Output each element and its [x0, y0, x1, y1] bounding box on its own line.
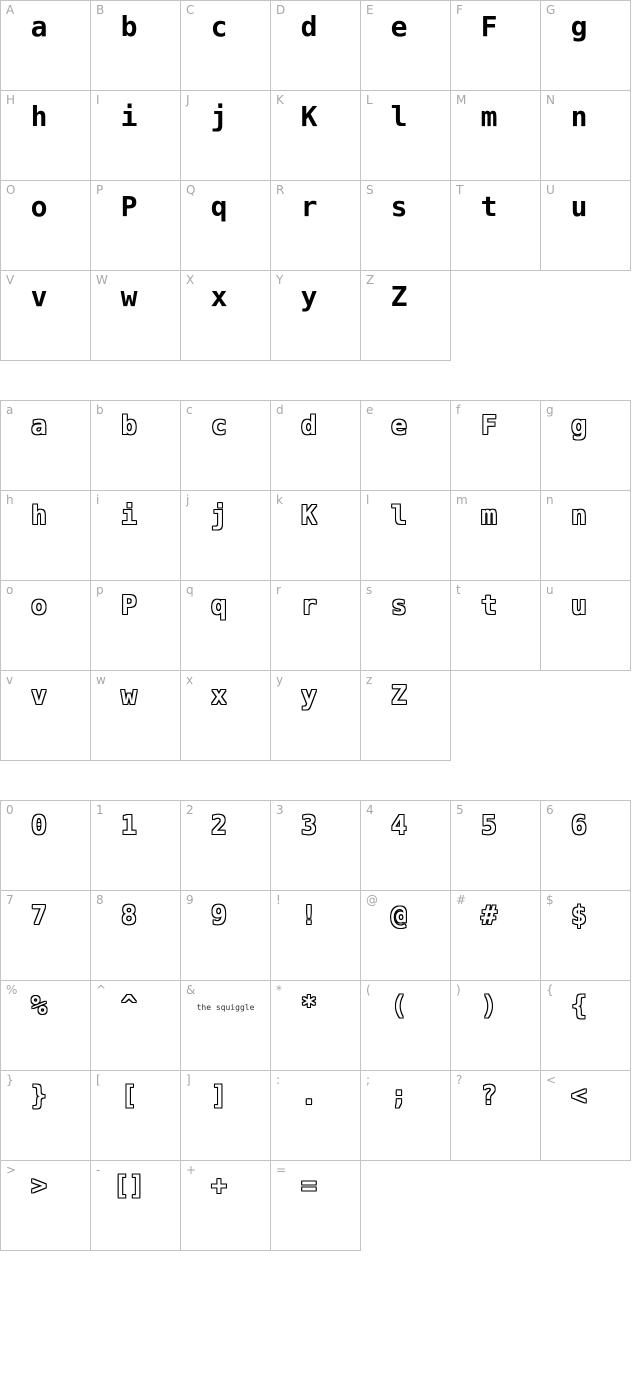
glyph-cell [540, 180, 631, 271]
glyph-cell [450, 180, 541, 271]
glyph-key-label: } [6, 1073, 14, 1087]
glyph-sample: F [481, 411, 497, 441]
glyph-sample: P [121, 591, 137, 621]
glyph-key-label: t [456, 583, 461, 597]
glyph-sample: h [31, 501, 47, 531]
glyph-key-label: e [366, 403, 374, 417]
glyph-key-label: l [366, 493, 370, 507]
glyph-sample: 6 [571, 811, 587, 841]
glyph-key-label: ; [366, 1073, 371, 1087]
glyph-key-label: B [96, 3, 105, 17]
glyph-key-label: g [546, 403, 554, 417]
glyph-sample: the squiggle [196, 1003, 255, 1012]
glyph-cell [90, 670, 181, 761]
glyph-key-label: w [96, 673, 106, 687]
glyph-sample: e [390, 10, 408, 43]
glyph-cell [90, 270, 181, 361]
glyph-cell [540, 1070, 631, 1161]
glyph-cell [270, 800, 361, 891]
glyph-key-label: ( [366, 983, 371, 997]
glyph-sample: o [31, 591, 47, 621]
glyph-sample: % [31, 991, 47, 1021]
glyph-cell [90, 90, 181, 181]
glyph-sample: e [391, 411, 407, 441]
glyph-cell [90, 1070, 181, 1161]
glyph-key-label: 6 [546, 803, 554, 817]
glyph-sample: h [30, 100, 48, 133]
glyph-cell [360, 400, 451, 491]
glyph-key-label: o [6, 583, 14, 597]
glyph-key-label: S [366, 183, 374, 197]
glyph-cell [360, 1070, 451, 1161]
glyph-cell [450, 890, 541, 981]
glyph-sample: s [391, 591, 407, 621]
glyph-key-label: [ [96, 1073, 101, 1087]
glyph-cell [450, 1070, 541, 1161]
glyph-key-label: F [456, 3, 463, 17]
glyph-key-label: L [366, 93, 373, 107]
glyph-cell [0, 670, 91, 761]
glyph-sample: 9 [211, 901, 227, 931]
glyph-key-label: X [186, 273, 195, 287]
glyph-cell [90, 580, 181, 671]
glyph-cell [270, 1160, 361, 1251]
glyph-key-label: ) [456, 983, 461, 997]
glyph-key-label: p [96, 583, 104, 597]
glyph-cell [0, 980, 91, 1071]
glyph-sample: . [301, 1081, 317, 1111]
glyph-key-label: s [366, 583, 373, 597]
glyph-sample: u [570, 190, 588, 223]
glyph-cell [90, 180, 181, 271]
glyph-cell [0, 270, 91, 361]
glyph-cell [0, 1160, 91, 1251]
glyph-key-label: 1 [96, 803, 104, 817]
glyph-cell [180, 1070, 271, 1161]
glyph-sample: v [31, 681, 47, 711]
glyph-cell [540, 400, 631, 491]
glyph-key-label: Y [276, 273, 284, 287]
glyph-cell [450, 0, 541, 91]
glyph-sample: < [571, 1081, 587, 1111]
glyph-cell [90, 1160, 181, 1251]
glyph-key-label: 9 [186, 893, 194, 907]
glyph-key-label: ? [456, 1073, 463, 1087]
glyph-sample: c [210, 10, 228, 43]
glyph-sample: d [300, 10, 318, 43]
glyph-cell [0, 580, 91, 671]
glyph-key-label: = [276, 1163, 287, 1177]
glyph-key-label: u [546, 583, 554, 597]
glyph-cell [540, 0, 631, 91]
glyph-cell [270, 490, 361, 581]
glyph-sample: r [301, 591, 317, 621]
glyph-cell [270, 1070, 361, 1161]
glyph-key-label: r [276, 583, 281, 597]
glyph-key-label: { [546, 983, 554, 997]
glyph-sample: m [480, 100, 498, 133]
glyph-key-label: 5 [456, 803, 464, 817]
glyph-cell [360, 90, 451, 181]
glyph-sample: y [300, 280, 318, 313]
glyph-cell [360, 270, 451, 361]
glyph-cell [540, 800, 631, 891]
glyph-key-label: R [276, 183, 285, 197]
glyph-sample: q [211, 591, 227, 621]
glyph-sample: m [481, 501, 497, 531]
glyph-sample: i [120, 100, 138, 133]
glyph-sample: v [30, 280, 48, 313]
glyph-sample: 0 [31, 811, 47, 841]
glyph-sample: j [211, 501, 227, 531]
glyph-sample: [] [113, 1171, 145, 1201]
glyph-cell [90, 0, 181, 91]
glyph-key-label: z [366, 673, 373, 687]
glyph-cell [360, 670, 451, 761]
glyph-key-label: 0 [6, 803, 14, 817]
glyph-sample: ] [211, 1081, 227, 1111]
glyph-cell [360, 490, 451, 581]
glyph-sample: x [211, 681, 227, 711]
glyph-key-label: m [456, 493, 468, 507]
glyph-key-label: - [96, 1163, 101, 1177]
glyph-key-label: K [276, 93, 284, 107]
glyph-key-label: * [276, 983, 282, 997]
glyph-key-label: V [6, 273, 15, 287]
glyph-key-label: ^ [96, 983, 107, 997]
glyph-sample: Z [390, 280, 408, 313]
glyph-cell [90, 490, 181, 581]
glyph-key-label: < [546, 1073, 557, 1087]
glyph-key-label: C [186, 3, 195, 17]
glyph-key-label: + [186, 1163, 197, 1177]
glyph-sample: i [121, 501, 137, 531]
glyph-cell [540, 90, 631, 181]
glyph-cell [450, 980, 541, 1071]
glyph-cell [0, 800, 91, 891]
glyph-key-label: n [546, 493, 554, 507]
glyph-sample: 4 [391, 811, 407, 841]
glyph-key-label: ! [276, 893, 281, 907]
glyph-cell [0, 490, 91, 581]
glyph-sample: n [570, 100, 588, 133]
glyph-sample: K [301, 501, 317, 531]
glyph-key-label: h [6, 493, 14, 507]
glyph-cell [90, 400, 181, 491]
glyph-cell [270, 270, 361, 361]
glyph-sample: g [571, 411, 587, 441]
glyph-cell [540, 890, 631, 981]
glyph-sample: 7 [31, 901, 47, 931]
glyph-cell [0, 0, 91, 91]
glyph-sample: = [301, 1171, 317, 1201]
glyph-sample: F [480, 10, 498, 43]
glyph-sample: P [120, 190, 138, 223]
glyph-key-label: > [6, 1163, 17, 1177]
glyph-sample: ? [481, 1081, 497, 1111]
glyph-key-label: H [6, 93, 16, 107]
glyph-sample: b [120, 10, 138, 43]
glyph-key-label: @ [366, 893, 378, 907]
glyph-cell [360, 980, 451, 1071]
glyph-cell [0, 180, 91, 271]
glyph-key-label: ] [186, 1073, 191, 1087]
glyph-key-label: a [6, 403, 14, 417]
glyph-key-label: O [6, 183, 16, 197]
glyph-sample: j [210, 100, 228, 133]
glyph-sample: Z [391, 681, 407, 711]
glyph-key-label: 4 [366, 803, 374, 817]
glyph-cell [0, 890, 91, 981]
glyph-sample: ! [301, 901, 317, 931]
glyph-sample: s [390, 190, 408, 223]
glyph-key-label: b [96, 403, 104, 417]
glyph-cell [180, 400, 271, 491]
glyph-sample: { [571, 991, 587, 1021]
glyph-cell [360, 180, 451, 271]
glyph-sample: # [481, 901, 497, 931]
glyph-key-label: 2 [186, 803, 194, 817]
glyph-sample: n [571, 501, 587, 531]
glyph-key-label: d [276, 403, 284, 417]
glyph-sample: > [31, 1171, 47, 1201]
glyph-key-label: P [96, 183, 104, 197]
glyph-cell [180, 0, 271, 91]
glyph-cell [450, 90, 541, 181]
glyph-cell [270, 0, 361, 91]
glyph-key-label: k [276, 493, 283, 507]
glyph-cell [360, 0, 451, 91]
glyph-sample: y [301, 681, 317, 711]
glyph-sample: u [571, 591, 587, 621]
glyph-cell [180, 270, 271, 361]
glyph-sample: q [210, 190, 228, 223]
glyph-sample: + [211, 1171, 227, 1201]
glyph-key-label: f [456, 403, 461, 417]
glyph-key-label: M [456, 93, 467, 107]
glyph-key-label: N [546, 93, 555, 107]
glyph-cell [540, 980, 631, 1071]
glyph-sample: t [481, 591, 497, 621]
glyph-sample: c [211, 411, 227, 441]
glyph-cell [90, 980, 181, 1071]
glyph-key-label: c [186, 403, 193, 417]
glyph-key-label: y [276, 673, 284, 687]
glyph-cell [270, 580, 361, 671]
glyph-sample: ^ [121, 991, 137, 1021]
glyph-key-label: T [456, 183, 464, 197]
glyph-cell [270, 400, 361, 491]
glyph-cell [180, 980, 271, 1071]
glyph-key-label: 7 [6, 893, 14, 907]
glyph-cell [540, 580, 631, 671]
glyph-sample: @ [391, 901, 407, 931]
glyph-key-label: x [186, 673, 194, 687]
glyph-sample: $ [571, 901, 587, 931]
glyph-cell [180, 180, 271, 271]
glyph-key-label: Z [366, 273, 375, 287]
glyph-key-label: i [96, 493, 100, 507]
glyph-cell [270, 90, 361, 181]
glyph-sample: t [480, 190, 498, 223]
glyph-key-label: G [546, 3, 556, 17]
glyph-cell [360, 800, 451, 891]
glyph-key-label: v [6, 673, 14, 687]
glyph-sample: a [31, 411, 47, 441]
glyph-cell [270, 670, 361, 761]
glyph-sample: 1 [121, 811, 137, 841]
glyph-cell [180, 580, 271, 671]
glyph-cell [180, 670, 271, 761]
glyph-cell [90, 800, 181, 891]
glyph-key-label: % [6, 983, 18, 997]
glyph-sample: b [121, 411, 137, 441]
glyph-cell [450, 580, 541, 671]
glyph-sample: l [391, 501, 407, 531]
glyph-key-label: J [186, 93, 190, 107]
glyph-key-label: 3 [276, 803, 284, 817]
glyph-sample: ( [391, 991, 407, 1021]
glyph-sample: K [300, 100, 318, 133]
glyph-cell [270, 890, 361, 981]
glyph-cell [180, 1160, 271, 1251]
glyph-cell [270, 980, 361, 1071]
glyph-key-label: A [6, 3, 15, 17]
glyph-sample: 3 [301, 811, 317, 841]
glyph-key-label: U [546, 183, 555, 197]
glyph-sample: * [301, 991, 317, 1021]
glyph-key-label: j [186, 493, 190, 507]
glyph-cell [90, 890, 181, 981]
glyph-key-label: q [186, 583, 194, 597]
glyph-sample: ; [391, 1081, 407, 1111]
glyph-cell [450, 490, 541, 581]
glyph-sample: o [30, 190, 48, 223]
glyph-cell [180, 90, 271, 181]
glyph-key-label: 8 [96, 893, 104, 907]
glyph-sample: g [570, 10, 588, 43]
glyph-sample: l [390, 100, 408, 133]
glyph-key-label: Q [186, 183, 196, 197]
glyph-cell [450, 400, 541, 491]
glyph-cell [0, 90, 91, 181]
glyph-cell [0, 1070, 91, 1161]
glyph-sample: 5 [481, 811, 497, 841]
glyph-sample: x [210, 280, 228, 313]
glyph-key-label: : [276, 1073, 281, 1087]
glyph-sample: 8 [121, 901, 137, 931]
glyph-sample: [ [121, 1081, 137, 1111]
glyph-key-label: D [276, 3, 286, 17]
glyph-key-label: E [366, 3, 374, 17]
glyph-sample: } [31, 1081, 47, 1111]
glyph-key-label: # [456, 893, 467, 907]
glyph-cell [0, 400, 91, 491]
glyph-cell [180, 890, 271, 981]
glyph-cell [360, 580, 451, 671]
glyph-cell [270, 180, 361, 271]
glyph-sample: ) [481, 991, 497, 1021]
glyph-cell [360, 890, 451, 981]
glyph-sample: 2 [211, 811, 227, 841]
glyph-sample: d [301, 411, 317, 441]
glyph-cell [450, 800, 541, 891]
glyph-sample: r [300, 190, 318, 223]
glyph-key-label: $ [546, 893, 554, 907]
glyph-cell [180, 800, 271, 891]
glyph-cell [180, 490, 271, 581]
glyph-key-label: I [96, 93, 100, 107]
glyph-sample: a [30, 10, 48, 43]
glyph-sample: w [120, 280, 138, 313]
glyph-key-label: W [96, 273, 108, 287]
glyph-key-label: & [186, 983, 196, 997]
glyph-sample: w [121, 681, 137, 711]
glyph-cell [540, 490, 631, 581]
